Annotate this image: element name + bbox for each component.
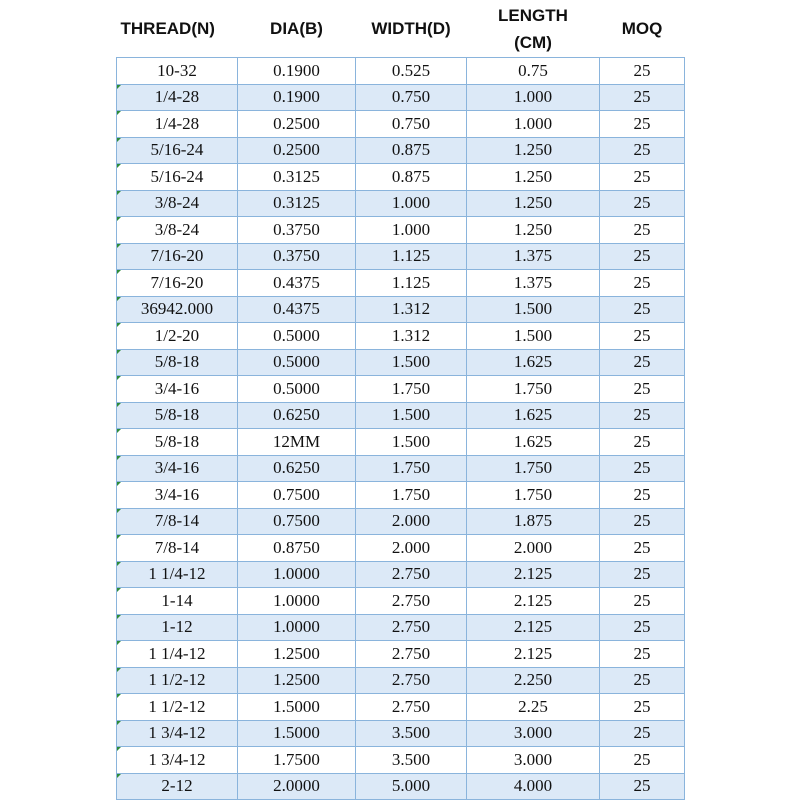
cell-moq: 25 — [600, 376, 685, 403]
cell-width: 1.125 — [356, 270, 467, 297]
cell-width: 1.125 — [356, 243, 467, 270]
cell-dia: 0.1900 — [238, 58, 356, 85]
cell-moq: 25 — [600, 588, 685, 615]
table-row — [117, 402, 685, 429]
cell-marker-icon — [117, 270, 121, 274]
cell-moq: 25 — [600, 323, 685, 350]
cell-dia: 1.7500 — [238, 747, 356, 774]
cell-dia: 0.4375 — [238, 270, 356, 297]
table-row — [117, 58, 685, 85]
cell-moq: 25 — [600, 720, 685, 747]
cell-width: 1.500 — [356, 349, 467, 376]
cell-moq: 25 — [600, 296, 685, 323]
table-row — [117, 243, 685, 270]
cell-dia: 0.3125 — [238, 190, 356, 217]
cell-thread-text: 7/16-20 — [150, 246, 204, 266]
cell-thread — [117, 720, 238, 747]
cell-moq: 25 — [600, 349, 685, 376]
cell-marker-icon — [117, 217, 121, 221]
cell-marker-icon — [117, 429, 121, 433]
cell-length: 2.125 — [467, 561, 600, 588]
cell-moq: 25 — [600, 508, 685, 535]
cell-thread-text: 36942.000 — [140, 299, 214, 319]
cell-width: 2.750 — [356, 667, 467, 694]
cell-width: 0.875 — [356, 137, 467, 164]
cell-thread-text: 1/4-28 — [154, 87, 200, 107]
cell-thread — [117, 349, 238, 376]
cell-moq: 25 — [600, 111, 685, 138]
cell-dia: 0.5000 — [238, 323, 356, 350]
cell-width: 1.500 — [356, 402, 467, 429]
cell-marker-icon — [117, 747, 121, 751]
cell-dia: 0.5000 — [238, 349, 356, 376]
table-row — [117, 773, 685, 800]
cell-moq: 25 — [600, 455, 685, 482]
cell-thread-text: 7/8-14 — [154, 511, 200, 531]
cell-width: 0.750 — [356, 111, 467, 138]
cell-marker-icon — [117, 562, 121, 566]
cell-moq: 25 — [600, 217, 685, 244]
cell-thread-text: 2-12 — [161, 776, 193, 796]
cell-thread-text: 3/4-16 — [154, 484, 200, 504]
cell-marker-icon — [117, 85, 121, 89]
cell-moq: 25 — [600, 84, 685, 111]
cell-length: 2.125 — [467, 588, 600, 615]
header-length-line1: LENGTH — [498, 5, 568, 25]
cell-marker-icon — [117, 721, 121, 725]
cell-thread-text: 1 1/4-12 — [148, 643, 206, 663]
cell-dia: 1.0000 — [238, 588, 356, 615]
cell-thread — [117, 111, 238, 138]
cell-thread-text: 5/16-24 — [150, 166, 204, 186]
cell-marker-icon — [117, 509, 121, 513]
table-row — [117, 217, 685, 244]
cell-dia: 12MM — [238, 429, 356, 456]
cell-moq: 25 — [600, 773, 685, 800]
cell-width: 1.750 — [356, 455, 467, 482]
cell-width: 0.525 — [356, 58, 467, 85]
table-row — [117, 508, 685, 535]
table-header — [117, 0, 685, 58]
cell-dia: 0.8750 — [238, 535, 356, 562]
cell-thread-text: 5/8-18 — [154, 352, 200, 372]
cell-width: 1.000 — [356, 217, 467, 244]
cell-width: 2.750 — [356, 614, 467, 641]
cell-marker-icon — [117, 244, 121, 248]
table-row — [117, 588, 685, 615]
cell-marker-icon — [117, 164, 121, 168]
cell-width: 1.500 — [356, 429, 467, 456]
cell-thread-text: 7/8-14 — [154, 537, 200, 557]
cell-dia: 0.6250 — [238, 455, 356, 482]
cell-dia: 1.5000 — [238, 720, 356, 747]
cell-thread — [117, 614, 238, 641]
cell-length: 1.250 — [467, 164, 600, 191]
cell-moq: 25 — [600, 535, 685, 562]
cell-marker-icon — [117, 350, 121, 354]
cell-moq: 25 — [600, 747, 685, 774]
cell-marker-icon — [117, 376, 121, 380]
cell-width: 1.750 — [356, 482, 467, 509]
cell-thread-text: 5/8-18 — [154, 405, 200, 425]
cell-thread — [117, 641, 238, 668]
table-row — [117, 190, 685, 217]
header-row — [117, 0, 685, 58]
cell-thread-text: 5/8-18 — [154, 431, 200, 451]
cell-thread — [117, 588, 238, 615]
cell-thread-text: 1 1/2-12 — [148, 696, 206, 716]
cell-length: 1.750 — [467, 455, 600, 482]
cell-length: 2.25 — [467, 694, 600, 721]
table-row — [117, 614, 685, 641]
cell-marker-icon — [117, 774, 121, 778]
cell-thread — [117, 296, 238, 323]
cell-length: 1.750 — [467, 376, 600, 403]
cell-dia: 0.2500 — [238, 137, 356, 164]
cell-marker-icon — [117, 641, 121, 645]
cell-width: 2.750 — [356, 588, 467, 615]
cell-thread-text: 1 1/4-12 — [148, 564, 206, 584]
cell-thread-text: 3/8-24 — [154, 219, 200, 239]
cell-length: 1.375 — [467, 243, 600, 270]
cell-thread — [117, 561, 238, 588]
cell-thread-text: 3/4-16 — [154, 378, 200, 398]
cell-moq: 25 — [600, 694, 685, 721]
cell-dia: 1.2500 — [238, 667, 356, 694]
cell-width: 2.000 — [356, 535, 467, 562]
cell-moq: 25 — [600, 429, 685, 456]
cell-width: 0.875 — [356, 164, 467, 191]
cell-thread — [117, 243, 238, 270]
cell-width: 2.750 — [356, 561, 467, 588]
table-row — [117, 84, 685, 111]
cell-thread — [117, 84, 238, 111]
cell-length: 1.250 — [467, 190, 600, 217]
cell-moq: 25 — [600, 270, 685, 297]
cell-dia: 0.7500 — [238, 508, 356, 535]
cell-thread — [117, 376, 238, 403]
cell-thread — [117, 217, 238, 244]
cell-thread — [117, 270, 238, 297]
header-length-line2: (CM) — [514, 32, 552, 52]
cell-length: 2.000 — [467, 535, 600, 562]
cell-thread-text: 5/16-24 — [150, 140, 204, 160]
cell-width: 0.750 — [356, 84, 467, 111]
header-thread-label: THREAD(N) — [120, 19, 215, 38]
cell-marker-icon — [117, 482, 121, 486]
cell-width: 2.750 — [356, 694, 467, 721]
header-width: WIDTH(D) — [356, 0, 467, 58]
cell-dia: 1.5000 — [238, 694, 356, 721]
cell-thread — [117, 164, 238, 191]
cell-thread — [117, 455, 238, 482]
cell-thread — [117, 190, 238, 217]
cell-dia: 1.0000 — [238, 561, 356, 588]
table-row — [117, 694, 685, 721]
cell-thread — [117, 58, 238, 85]
table-row — [117, 429, 685, 456]
cell-length: 3.000 — [467, 720, 600, 747]
table-row — [117, 535, 685, 562]
cell-length: 1.500 — [467, 296, 600, 323]
cell-thread — [117, 323, 238, 350]
cell-moq: 25 — [600, 402, 685, 429]
cell-thread-text: 7/16-20 — [150, 272, 204, 292]
table-row — [117, 270, 685, 297]
cell-width: 5.000 — [356, 773, 467, 800]
cell-thread — [117, 747, 238, 774]
cell-width: 3.500 — [356, 747, 467, 774]
cell-moq: 25 — [600, 614, 685, 641]
cell-thread — [117, 137, 238, 164]
cell-marker-icon — [117, 111, 121, 115]
cell-width: 1.312 — [356, 296, 467, 323]
cell-marker-icon — [117, 323, 121, 327]
cell-length: 1.625 — [467, 402, 600, 429]
cell-marker-icon — [117, 588, 121, 592]
header-dia: DIA(B) — [238, 0, 356, 58]
cell-length: 1.000 — [467, 84, 600, 111]
cell-marker-icon — [117, 535, 121, 539]
cell-dia: 0.3125 — [238, 164, 356, 191]
cell-length: 1.000 — [467, 111, 600, 138]
header-moq: MOQ — [600, 0, 685, 58]
table-row — [117, 561, 685, 588]
cell-length: 1.250 — [467, 137, 600, 164]
cell-length: 1.625 — [467, 429, 600, 456]
cell-moq: 25 — [600, 58, 685, 85]
cell-thread-text: 10-32 — [157, 60, 197, 80]
cell-dia: 0.7500 — [238, 482, 356, 509]
cell-marker-icon — [117, 138, 121, 142]
cell-dia: 0.5000 — [238, 376, 356, 403]
cell-width: 2.000 — [356, 508, 467, 535]
cell-thread — [117, 482, 238, 509]
cell-marker-icon — [117, 297, 121, 301]
table-row — [117, 111, 685, 138]
cell-thread — [117, 508, 238, 535]
cell-length: 1.750 — [467, 482, 600, 509]
cell-thread-text: 3/4-16 — [154, 458, 200, 478]
cell-width: 2.750 — [356, 641, 467, 668]
table-row — [117, 482, 685, 509]
cell-dia: 0.2500 — [238, 111, 356, 138]
cell-thread-text: 1 3/4-12 — [148, 723, 206, 743]
cell-thread — [117, 773, 238, 800]
table-row — [117, 164, 685, 191]
table-row — [117, 323, 685, 350]
cell-moq: 25 — [600, 641, 685, 668]
cell-marker-icon — [117, 191, 121, 195]
cell-dia: 2.0000 — [238, 773, 356, 800]
table-row — [117, 137, 685, 164]
cell-length: 1.250 — [467, 217, 600, 244]
cell-thread-text: 1/4-28 — [154, 113, 200, 133]
cell-moq: 25 — [600, 190, 685, 217]
thread-spec-table — [116, 0, 685, 800]
cell-width: 1.750 — [356, 376, 467, 403]
cell-thread — [117, 429, 238, 456]
table-row — [117, 641, 685, 668]
cell-thread-text: 1 1/2-12 — [148, 670, 206, 690]
cell-thread-text: 1-14 — [161, 590, 193, 610]
cell-width: 1.312 — [356, 323, 467, 350]
cell-moq: 25 — [600, 243, 685, 270]
cell-length: 0.75 — [467, 58, 600, 85]
table-row — [117, 720, 685, 747]
cell-thread-text: 1/2-20 — [154, 325, 200, 345]
cell-thread-text: 1-12 — [161, 617, 193, 637]
cell-length: 2.125 — [467, 614, 600, 641]
cell-thread — [117, 402, 238, 429]
cell-marker-icon — [117, 615, 121, 619]
cell-dia: 0.3750 — [238, 243, 356, 270]
cell-dia: 0.3750 — [238, 217, 356, 244]
table-row — [117, 296, 685, 323]
cell-moq: 25 — [600, 164, 685, 191]
cell-thread — [117, 667, 238, 694]
cell-thread-text: 1 3/4-12 — [148, 749, 206, 769]
cell-thread-text: 3/8-24 — [154, 193, 200, 213]
cell-length: 1.625 — [467, 349, 600, 376]
table-row — [117, 667, 685, 694]
cell-length: 4.000 — [467, 773, 600, 800]
cell-width: 3.500 — [356, 720, 467, 747]
table-row — [117, 455, 685, 482]
cell-length: 2.250 — [467, 667, 600, 694]
cell-dia: 0.4375 — [238, 296, 356, 323]
cell-marker-icon — [117, 456, 121, 460]
header-thread — [117, 0, 238, 58]
cell-marker-icon — [117, 694, 121, 698]
table-row — [117, 376, 685, 403]
cell-marker-icon — [117, 403, 121, 407]
cell-thread — [117, 694, 238, 721]
cell-dia: 1.2500 — [238, 641, 356, 668]
cell-dia: 1.0000 — [238, 614, 356, 641]
cell-moq: 25 — [600, 137, 685, 164]
cell-moq: 25 — [600, 561, 685, 588]
header-length — [467, 0, 600, 58]
cell-length: 3.000 — [467, 747, 600, 774]
cell-marker-icon — [117, 668, 121, 672]
cell-width: 1.000 — [356, 190, 467, 217]
cell-length: 1.375 — [467, 270, 600, 297]
cell-length: 2.125 — [467, 641, 600, 668]
cell-moq: 25 — [600, 667, 685, 694]
table-row — [117, 349, 685, 376]
cell-thread — [117, 535, 238, 562]
cell-dia: 0.1900 — [238, 84, 356, 111]
cell-length: 1.500 — [467, 323, 600, 350]
cell-moq: 25 — [600, 482, 685, 509]
cell-length: 1.875 — [467, 508, 600, 535]
table-row — [117, 747, 685, 774]
table-body — [117, 58, 685, 800]
cell-dia: 0.6250 — [238, 402, 356, 429]
